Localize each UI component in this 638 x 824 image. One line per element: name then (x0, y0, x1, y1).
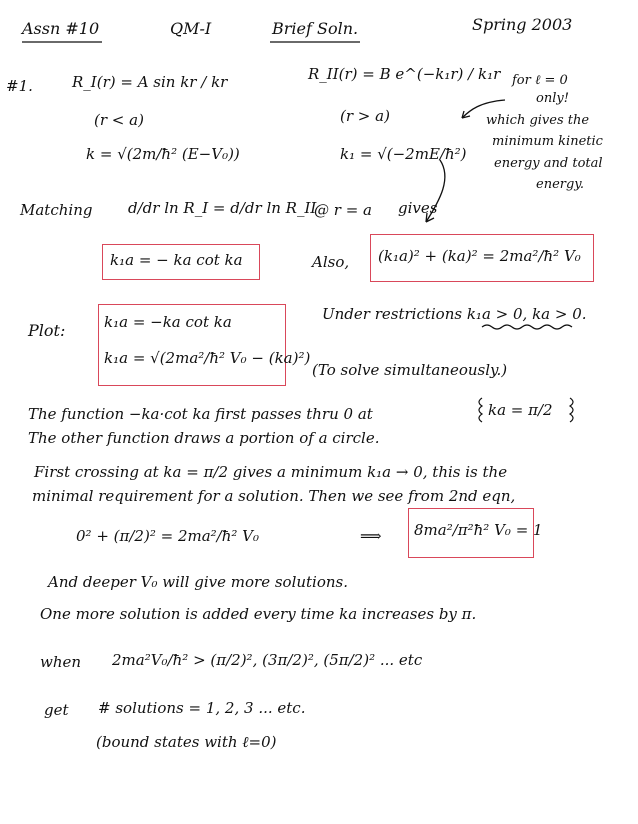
get-label: get (44, 701, 69, 719)
matching-gives: gives (398, 199, 438, 217)
note-line-5: energy and total (494, 156, 603, 171)
r2-region: (r > a) (340, 107, 390, 125)
document-type: Brief Soln. (272, 19, 359, 38)
r1-function: R_I(r) = A sin kr / kr (72, 73, 228, 91)
also-label: Also, (312, 253, 350, 271)
plot-equation-1: k₁a = −ka cot ka (104, 313, 232, 331)
simultaneous-note: (To solve simultaneously.) (312, 361, 508, 379)
body-line-2: The other function draws a portion of a circle. (28, 429, 380, 447)
term: Spring 2003 (472, 15, 573, 34)
minimum-equation: 0² + (π/2)² = 2ma²/ħ² V₀ (76, 527, 260, 545)
assignment-number: Assn #10 (22, 19, 100, 38)
body-line-4: minimal requirement for a solution. Then we see from 2nd eqn, (32, 487, 516, 505)
body-line-1-circled: ka = π/2 (488, 401, 553, 419)
problem-number: #1. (6, 77, 33, 95)
note-line-1: for ℓ = 0 (512, 73, 568, 88)
matching-condition: @ r = a (314, 201, 372, 219)
boxed-equation-2-text: (k₁a)² + (ka)² = 2ma²/ħ² V₀ (378, 247, 581, 265)
plot-label: Plot: (28, 321, 66, 340)
get-expression: # solutions = 1, 2, 3 ... etc. (98, 699, 306, 717)
body-line-6: One more solution is added every time ka increases by π. (40, 605, 477, 623)
body-line-3: First crossing at ka = π/2 gives a minimum k₁a → 0, this is the (34, 463, 508, 481)
matching-equation: d/dr ln R_I = d/dr ln R_II (128, 199, 317, 217)
note-line-6: energy. (536, 177, 585, 192)
body-line-5: And deeper V₀ will give more solutions. (48, 573, 349, 591)
plot-equation-2: k₁a = √(2ma²/ħ² V₀ − (ka)²) (104, 349, 311, 367)
k1-definition: k₁ = √(−2mE/ħ²) (340, 145, 467, 163)
matching-label: Matching (20, 201, 93, 219)
course-name: QM-I (170, 19, 212, 38)
when-expression: 2ma²V₀/ħ² > (π/2)², (3π/2)², (5π/2)² ... etc (112, 651, 423, 669)
k-definition: k = √(2m/ħ² (E−V₀)) (86, 145, 240, 163)
body-line-1: The function −ka·cot ka first passes thru 0 at (28, 405, 373, 423)
note-line-4: minimum kinetic (492, 134, 603, 149)
note-line-3: which gives the (486, 113, 590, 128)
boxed-equation-1-text: k₁a = − ka cot ka (110, 251, 243, 269)
r2-function: R_II(r) = B e^(−k₁r) / k₁r (308, 65, 501, 83)
r1-region: (r < a) (94, 111, 144, 129)
restriction-text: Under restrictions k₁a > 0, ka > 0. (322, 305, 587, 323)
note-line-2: only! (536, 91, 569, 106)
when-label: when (40, 653, 82, 671)
minimum-equation-boxed-text: 8ma²/π²ħ² V₀ = 1 (414, 521, 543, 539)
bound-states-note: (bound states with ℓ=0) (96, 733, 277, 751)
implies-arrow: ⟹ (360, 527, 382, 545)
